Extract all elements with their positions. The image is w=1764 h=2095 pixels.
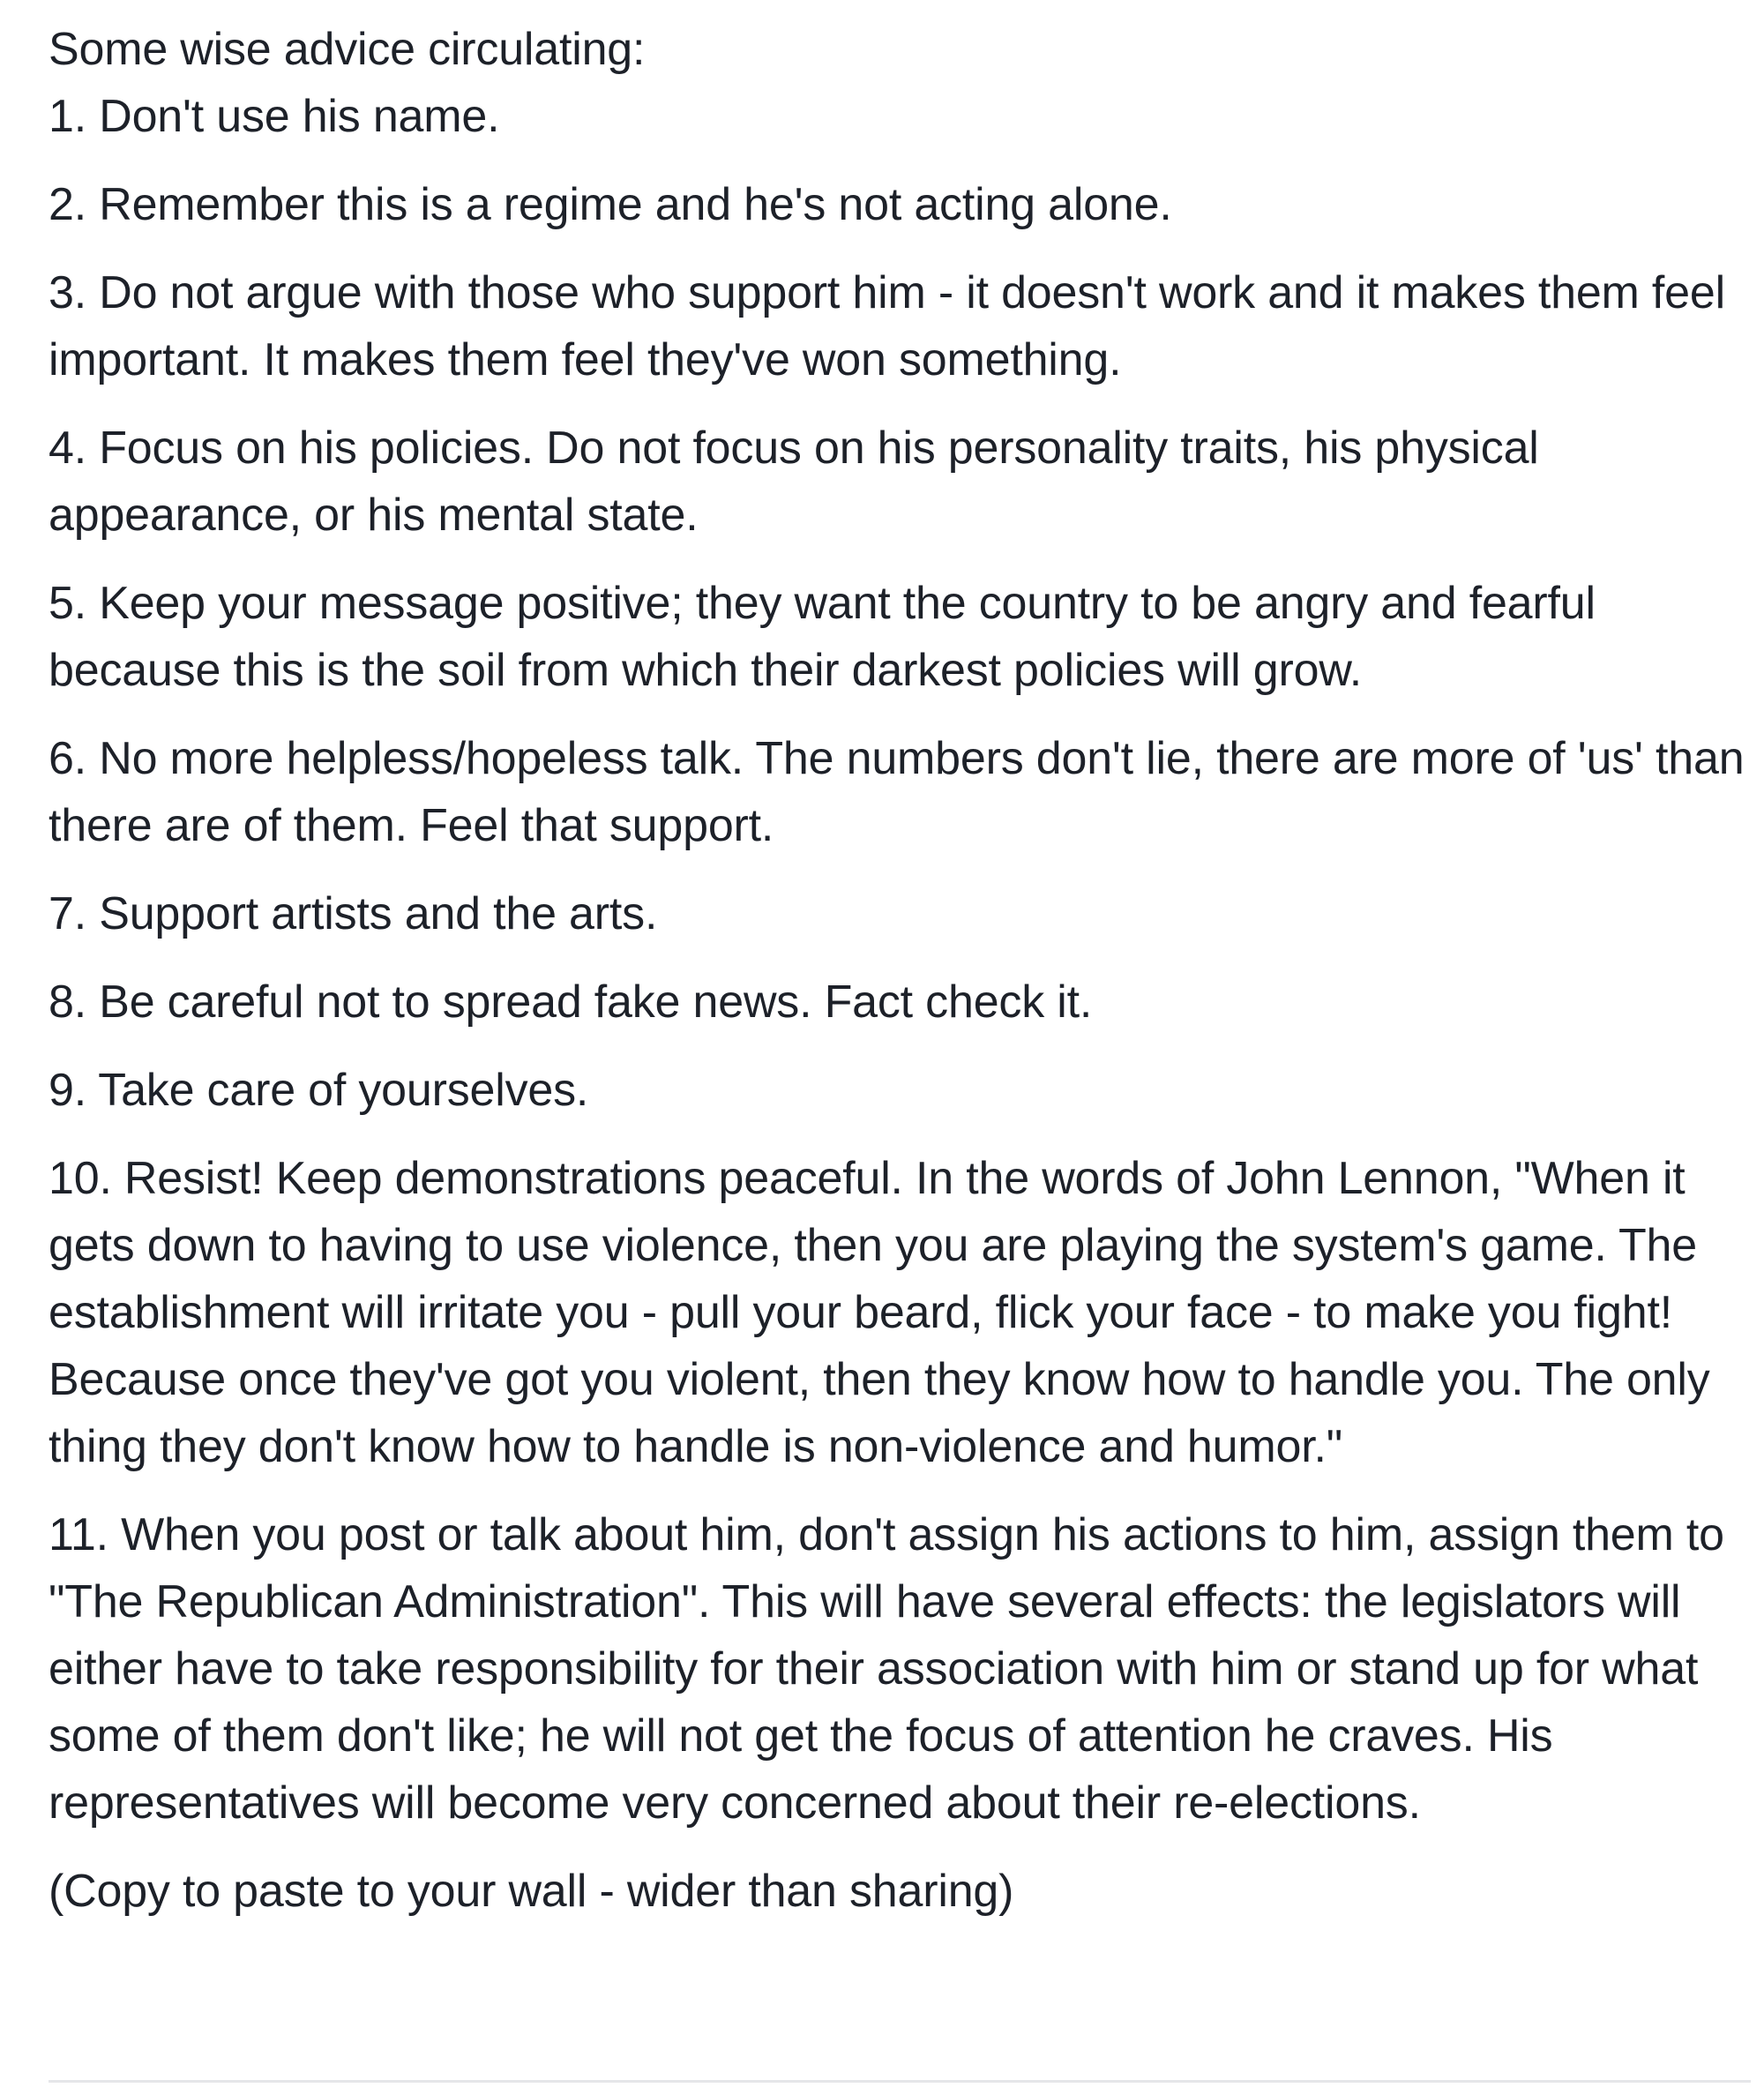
- list-item: 2. Remember this is a regime and he's not acting alone.: [49, 179, 1172, 230]
- list-item: 3. Do not argue with those who support him - it doesn't work and it makes them feel important. It makes them feel they've won something.: [49, 267, 1725, 385]
- divider: [49, 2080, 1751, 2083]
- list-item: 5. Keep your message positive; they want the country to be angry and fearful because this is the soil from which their darkest policies will grow.: [49, 578, 1596, 696]
- post-footer-note: (Copy to paste to your wall - wider than sharing): [49, 1866, 1014, 1917]
- list-item: 8. Be careful not to spread fake news. Fact check it.: [49, 976, 1093, 1028]
- advice-list: [49, 83, 1751, 1837]
- list-item: 6. No more helpless/hopeless talk. The numbers don't lie, there are more of 'us' than there are of them. Feel that support.: [49, 733, 1745, 851]
- list-item: 1. Don't use his name.: [49, 91, 500, 142]
- list-item: 9. Take care of yourselves.: [49, 1065, 589, 1116]
- list-item: 4. Focus on his policies. Do not focus on his personality traits, his physical appearance, or his mental state.: [49, 423, 1539, 541]
- post-intro: Some wise advice circulating:: [49, 24, 646, 75]
- list-item: 7. Support artists and the arts.: [49, 888, 658, 939]
- list-item: 10. Resist! Keep demonstrations peaceful. In the words of John Lennon, "When it gets down to having to use violence, then you are playing the system's game. The establishment will irritate you - pull your beard, flick your face - to make you fight! Because once they've got you violent, then they know how to handle you. The only thing they don't know how to handle is non-violence and humor.": [49, 1153, 1710, 1472]
- post-body: [49, 16, 1751, 1925]
- list-item: 11. When you post or talk about him, don't assign his actions to him, assign them to "The Republican Administration". This will have several effects: the legislators will either have to take responsibility for their association with him or stand up for what some of them don't like; he will not get the focus of attention he craves. His representatives will become very concerned about their re-elections.: [49, 1509, 1724, 1829]
